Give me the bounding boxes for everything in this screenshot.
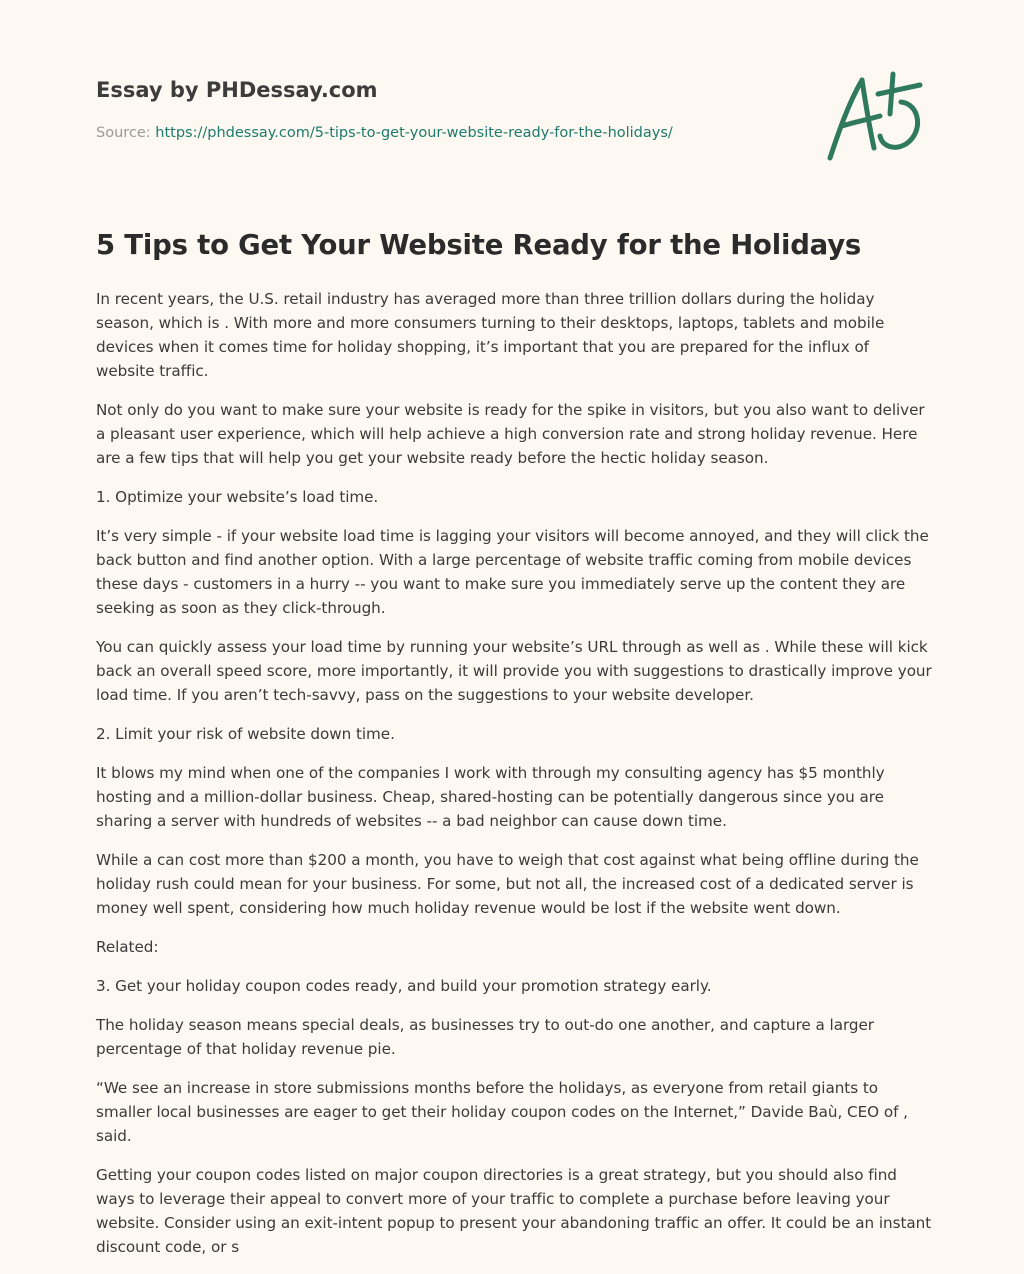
section-heading: 3. Get your holiday coupon codes ready, and build your promotion strategy early.	[96, 977, 712, 995]
source-label: Source:	[96, 125, 151, 141]
essay-title: 5 Tips to Get Your Website Ready for the Holidays	[96, 229, 862, 261]
quote-paragraph: “We see an increase in store submissions months before the holidays, as everyone from retail giants to smaller local businesses are eager to get their holiday coupon codes on the Internet,” Davide Baù, CEO of , said.	[96, 1079, 908, 1145]
paragraph: While a can cost more than $200 a month, you have to weigh that cost against what being offline during the holiday rush could mean for your business. For some, but not all, the increased cost of a dedicated server is money well spent, considering how much holiday revenue would be lost if the website went down.	[96, 851, 919, 917]
essay-body	[96, 226, 932, 1274]
site-title: Essay by PHDessay.com	[96, 78, 378, 102]
essay-header	[96, 76, 796, 143]
related-label: Related:	[96, 938, 159, 956]
source-link[interactable]: https://phdessay.com/5-tips-to-get-your-website-ready-for-the-holidays/	[155, 125, 673, 141]
paragraph: It blows my mind when one of the companies I work with through my consulting agency has $5 monthly hosting and a million-dollar business. Cheap, shared-hosting can be potentially dangerous since you are sharing a server with hundreds of websites -- a bad neighbor can cause down time.	[96, 764, 885, 830]
a-plus-grade-logo-icon	[820, 66, 930, 166]
paragraph: Not only do you want to make sure your website is ready for the spike in visitors, but you also want to deliver a pleasant user experience, which will help achieve a high conversion rate and strong holiday revenue. Here are a few tips that will help you get your website ready before the hectic holiday season.	[96, 401, 925, 467]
paragraph: It’s very simple - if your website load time is lagging your visitors will become annoyed, and they will click the back button and find another option. With a large percentage of website traffic coming from mobile devices these days - customers in a hurry -- you want to make sure you immediately serve up the content they are seeking as soon as they click-through.	[96, 527, 929, 617]
source-line	[96, 123, 796, 143]
paragraph: You can quickly assess your load time by running your website’s URL through as well as . While these will kick back an overall speed score, more importantly, it will provide you with suggestions to drastically improve your load time. If you aren’t tech-savvy, pass on the suggestions to your website developer.	[96, 638, 932, 704]
section-heading: 1. Optimize your website’s load time.	[96, 488, 379, 506]
paragraph: The holiday season means special deals, as businesses try to out-do one another, and capture a larger percentage of that holiday revenue pie.	[96, 1016, 874, 1058]
paragraph: Getting your coupon codes listed on major coupon directories is a great strategy, but you should also find ways to leverage their appeal to convert more of your traffic to complete a purchase before leaving your website. Consider using an exit-intent popup to present your abandoning traffic an offer. It could be an instant discount code, or s	[96, 1166, 932, 1256]
section-heading: 2. Limit your risk of website down time.	[96, 725, 395, 743]
paragraph: In recent years, the U.S. retail industry has averaged more than three trillion dollars during the holiday season, which is . With more and more consumers turning to their desktops, laptops, tablets and mobile devices when it comes time for holiday shopping, it’s important that you are prepared for the influx of website traffic.	[96, 290, 885, 380]
